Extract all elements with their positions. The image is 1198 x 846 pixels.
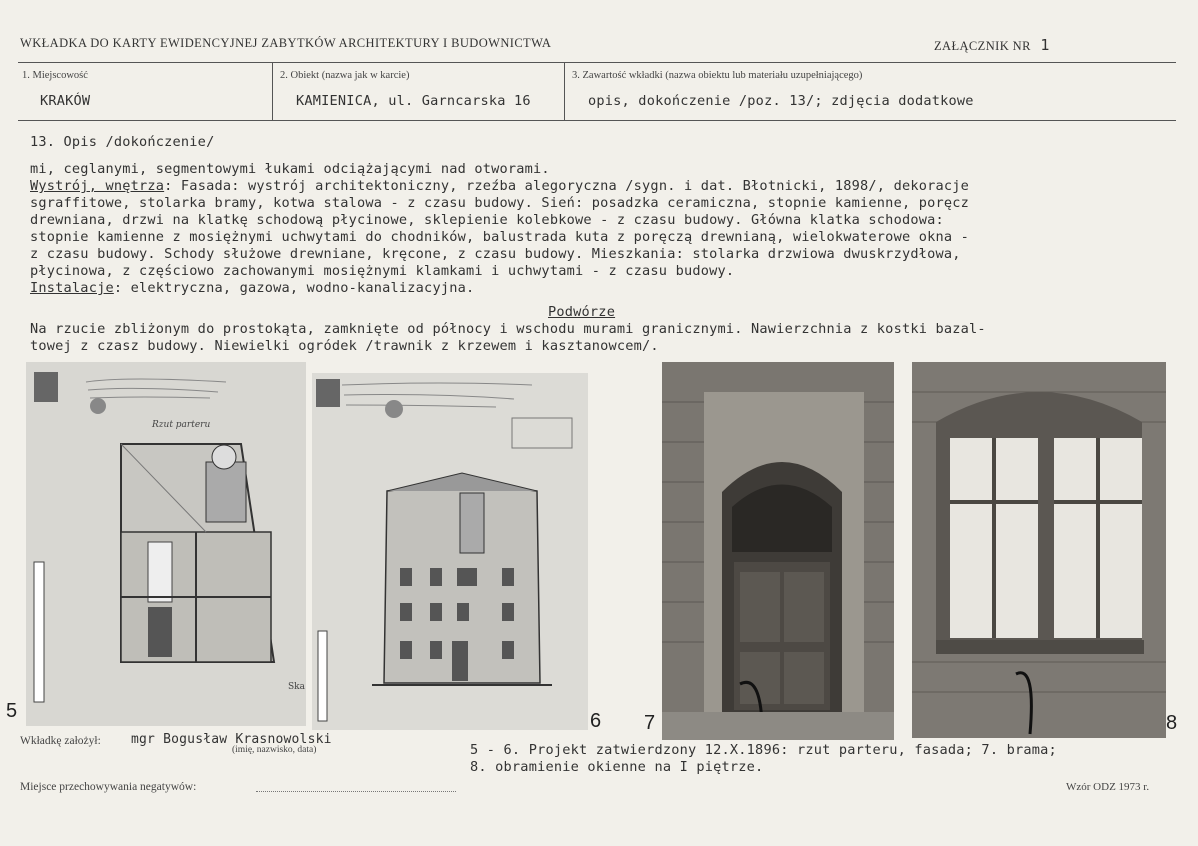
form-title: WKŁADKA DO KARTY EWIDENCYJNEJ ZABYTKÓW ARCHITEKTURY I BUDOWNICTWA (20, 36, 552, 50)
description-line-4: drewniana, drzwi na klatkę schodową płycinowe, sklepienie kolebkowe - z czasu budowy. Główna klatka schodowa: (30, 212, 944, 228)
field-1-label: 1. Miejscowość (22, 70, 88, 81)
field-2-label: 2. Obiekt (nazwa jak w karcie) (280, 70, 410, 81)
plan-caption: Rzut parteru (152, 420, 211, 430)
floor-plan-drawing (26, 362, 306, 726)
storage-label: Miejsce przechowywania negatywów: (20, 781, 197, 793)
form-reference: Wzór ODZ 1973 r. (1066, 781, 1150, 793)
description-line-1: mi, ceglanymi, segmentowymi łukami odciążającymi nad otworami. (30, 161, 550, 177)
seal-mark (90, 398, 106, 414)
description-heading: 13. Opis /dokończenie/ (30, 134, 215, 150)
description-line-9: Na rzucie zbliżonym do prostokąta, zamknięte od północy i wschodu murami granicznymi. Nawierzchnia z kostki bazal- (30, 321, 986, 337)
caption-line-1: 5 - 6. Projekt zatwierdzony 12.X.1896: rzut parteru, fasada; 7. brama; (470, 742, 1057, 758)
description-line-3: sgraffitowe, stolarka bramy, kotwa stalowa - z czasu budowy. Sień: posadzka ceramiczna, stopnie kamienne, poręcz (30, 195, 970, 211)
description-line-2 (30, 178, 969, 194)
photo-number-6: 6 (590, 710, 602, 732)
field-3-value: opis, dokończenie /poz. 13/; zdjęcia dodatkowe (588, 93, 974, 109)
description-line-8 (30, 280, 474, 296)
courtyard-heading: Podwórze (548, 304, 616, 320)
description-line-10: towej z czasz budowy. Niewielki ogródek /trawnik z krzewem i kasztanowcem/. (30, 338, 659, 354)
description-line-2-rest: : Fasada: wystrój architektoniczny, rzeźba alegoryczna /sygn. i dat. Błotnicki, 1898/, dekoracje (164, 178, 970, 194)
description-line-6: z czasu budowy. Schody służowe drewniane, kręcone, z czasu budowy. Mieszkania: stolarka drzwiowa dwuskrzydłowa, (30, 246, 961, 262)
storage-dotted-line (256, 791, 456, 792)
photo-number-7: 7 (644, 712, 656, 734)
photo-floor-plan (26, 362, 306, 726)
description-line-7: płycinowa, z częściowo zachowanymi mosiężnymi klamkami i uchwytami - z czasu budowy. (30, 263, 735, 279)
attachment-label (934, 36, 1050, 54)
author-sublabel: (imię, nazwisko, data) (232, 745, 317, 755)
photo-number-5: 5 (6, 700, 18, 722)
field-divider-1 (272, 62, 273, 120)
facade-drawing (312, 373, 588, 730)
scale-ruler (34, 562, 44, 702)
attachment-number: 1 (1040, 36, 1050, 54)
field-2-value: KAMIENICA, ul. Garncarska 16 (296, 93, 531, 109)
photo-facade-drawing (312, 373, 588, 730)
top-rule (18, 62, 1176, 63)
attachment-label-text: ZAŁĄCZNIK NR (934, 39, 1031, 53)
caption-line-2: 8. obramienie okienne na I piętrze. (470, 759, 764, 775)
field-bottom-rule (18, 120, 1176, 121)
photo-window (912, 362, 1166, 738)
author-value: mgr Bogusław Krasnowolski (131, 732, 332, 747)
gate-photo (662, 362, 894, 740)
field-1-value: KRAKÓW (40, 93, 91, 109)
installations-heading: Instalacje (30, 280, 114, 296)
author-label: Wkładkę założył: (20, 735, 101, 747)
plan-scale-label: Ska (288, 682, 305, 692)
description-line-8-rest: : elektryczna, gazowa, wodno-kanalizacyjna. (113, 280, 475, 296)
photo-gate (662, 362, 894, 740)
description-line-5: stopnie kamienne z mosiężnymi uchwytami do chodników, balustrada kuta z poręczą drewnianą, wielokwaterowe okna - (30, 229, 970, 245)
photo-number-8: 8 (1166, 712, 1178, 734)
interior-heading: Wystrój, wnętrza (30, 178, 165, 194)
window-photo (912, 362, 1166, 738)
stamp-mark (34, 372, 58, 402)
field-divider-2 (564, 62, 565, 120)
field-3-label: 3. Zawartość wkładki (nazwa obiektu lub materiału uzupełniającego) (572, 70, 863, 81)
